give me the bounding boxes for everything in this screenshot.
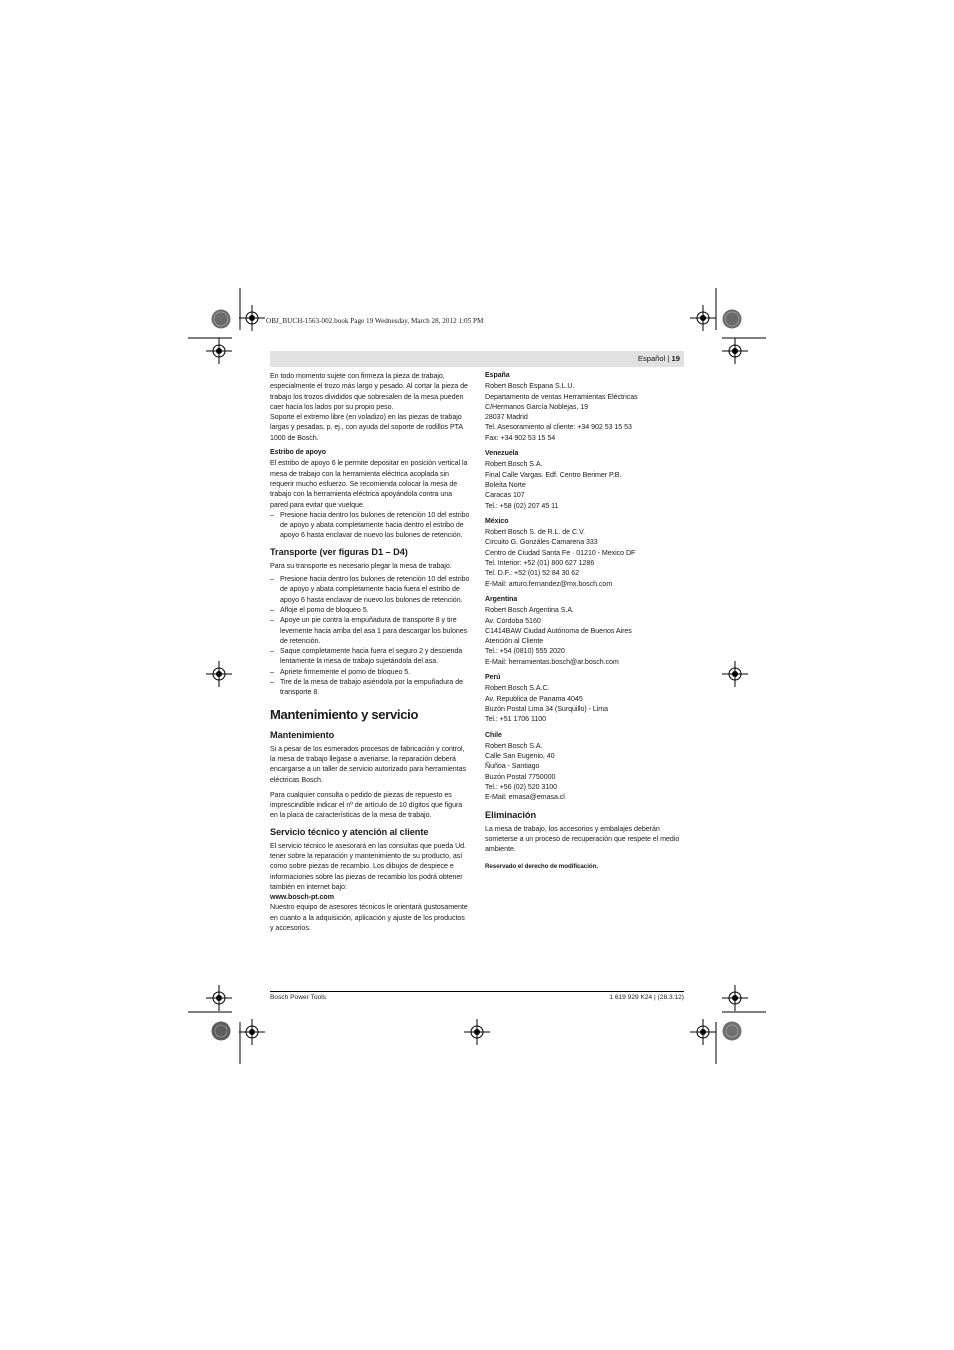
list-dash: –: [270, 510, 274, 519]
list-dash: –: [270, 575, 274, 584]
address-line: C/Hermanos García Noblejas, 19: [485, 402, 588, 411]
address-block-chile: [485, 731, 685, 803]
address-line: Tel. D.F.: +52 (01) 52 84 30 62: [485, 569, 580, 578]
address-line: Av. Córdoba 5160: [485, 616, 541, 625]
transporte-step-2: Afloje el pomo de bloqueo 5.: [280, 605, 369, 614]
address-line: Tel.: +58 (02) 207 45 11: [485, 501, 559, 510]
header-language: Español: [637, 354, 666, 363]
list-item: [270, 677, 470, 698]
address-line: Fax: +34 902 53 15 54: [485, 433, 556, 442]
intro-paragraph-1: En todo momento sujete con firmeza la pieza de trabajo, especialmente el trozo más largo y pesado. Al cortar la pieza de trabajo los trozos divididos que sobresalen de la mesa pueden caer hacia los lados por su propio peso.: [270, 372, 468, 411]
address-line: Robert Bosch S. de R.L. de C.V.: [485, 528, 585, 537]
estribo-step-text: Presione hacia dentro los bulones de retención 10 del estribo de apoyo y abata completamente hacia dentro el estribo de apoyo 6 hasta enclavar de nuevo los bulones de retención.: [280, 510, 470, 540]
country-name: Argentina: [485, 595, 518, 603]
address-line: Buzón Postal Lima 34 (Surquillo) - Lima: [485, 704, 609, 713]
address-line: Av. Republica de Panama 4045: [485, 694, 583, 703]
footer-rule: [270, 991, 684, 992]
mantenimiento-paragraph-2: Para cualquier consulta o pedido de piezas de repuesto es imprescindible indicar el nº de artículo de 10 dígitos que figura en la placa de características de la mesa de trabajo.: [270, 790, 463, 820]
mantenimiento-paragraph-1: Si a pesar de los esmerados procesos de fabricación y control, la mesa de trabajo llegase a averiarse, la reparación deberá encargarse a un taller de servicio autorizado para herramientas eléctricas Bosch.: [270, 744, 466, 784]
list-dash: –: [270, 616, 274, 625]
address-line: Boleíta Norte: [485, 480, 526, 489]
address-line: Robert Bosch S.A.: [485, 741, 543, 750]
address-line: C1414BAW Ciudad Autónoma de Buenos Aires: [485, 626, 632, 635]
address-line: Robert Bosch S.A.C.: [485, 684, 550, 693]
address-line: Departamento de ventas Herramientas Eléctricas: [485, 392, 638, 401]
address-line: Tel.: +51 1706 1100: [485, 715, 547, 724]
servicio-paragraph-2: Nuestro equipo de asesores técnicos le orientará gustosamente en cuanto a la adquisición, aplicación y ajuste de los productos y accesorios.: [270, 903, 468, 933]
estribo-heading: Estribo de apoyo: [270, 449, 326, 457]
footer-brand: Bosch Power Tools: [270, 994, 326, 1001]
address-line: Ñuñoa - Santiago: [485, 762, 540, 771]
address-line: E-Mail: emasa@emasa.cl: [485, 793, 565, 802]
address-line: Caracas 107: [485, 491, 525, 500]
list-item: [270, 605, 470, 615]
address-line: Robert Bosch S.A.: [485, 460, 543, 469]
estribo-paragraph: El estribo de apoyo 6 le permite depositar en posición vertical la mesa de trabajo con la herramienta eléctrica acoplada sin requerir mucho esfuerzo. Se recomienda colocar la mesa de trabajo con la herramienta eléctrica apoyándola contra una pared para evitar que vuelque.: [270, 459, 468, 509]
country-name: Perú: [485, 674, 501, 682]
eliminacion-paragraph: La mesa de trabajo, los accesorios y embalajes deberán someterse a un proceso de recuperación que respete el medio ambiente.: [485, 824, 680, 854]
list-dash: –: [270, 605, 274, 614]
address-line: Robert Bosch Argentina S.A.: [485, 606, 574, 615]
address-line: Centro de Ciudad Santa Fe · 01210 - Mexico DF: [485, 548, 636, 557]
transporte-heading: Transporte (ver figuras D1 – D4): [270, 546, 408, 557]
transporte-step-3: Apoye un pie contra la empuñadura de transporte 8 y tire levemente hacia arriba del asa 1 para descargar los bulones de retención.: [280, 616, 468, 645]
print-slug: OBJ_BUCH-1563-002.book Page 19 Wednesday, March 28, 2012 1:05 PM: [266, 317, 484, 325]
address-block-peru: [485, 673, 685, 724]
address-line: E-Mail: herramientas.bosch@ar.bosch.com: [485, 657, 619, 666]
mantenimiento-heading: Mantenimiento: [270, 729, 335, 740]
address-line: Tel.: +56 (02) 520 3100: [485, 782, 558, 791]
header-separator: |: [667, 354, 672, 363]
address-line: 28037 Madrid: [485, 413, 528, 422]
reserved-notice: Reservado el derecho de modificación.: [485, 863, 598, 871]
country-name: Venezuela: [485, 450, 519, 458]
page-header-bar: [270, 351, 684, 367]
address-block-espana: [485, 371, 685, 443]
left-column: [270, 371, 470, 933]
address-line: Tel.: +54 (0810) 555 2020: [485, 647, 565, 656]
servicio-paragraph: El servicio técnico le asesorará en las consultas que pueda Ud. tener sobre la reparación y mantenimiento de su producto, así como sobre piezas de recambio. Los dibujos de despiece e informaciones sobre las piezas de recambio los podrá obtener también en internet bajo:: [270, 841, 466, 891]
address-line: Final Calle Vargas. Edf. Centro Berimer P.B.: [485, 470, 622, 479]
list-dash: –: [270, 678, 274, 687]
transporte-step-5: Apriete firmemente el pomo de bloqueo 5.: [280, 667, 411, 676]
servicio-url: www.bosch-pt.com: [270, 893, 334, 902]
estribo-step: [270, 510, 470, 541]
mantenimiento-servicio-heading: Mantenimiento y servicio: [270, 706, 419, 722]
transporte-step-6: Tire de la mesa de trabajo asiéndola por la empuñadura de transporte 8.: [280, 678, 464, 697]
address-block-mexico: [485, 517, 685, 589]
address-line: Buzón Postal 7750000: [485, 772, 556, 781]
list-item: [270, 667, 470, 677]
eliminacion-heading: Eliminación: [485, 809, 537, 820]
address-line: Calle San Eugenio, 40: [485, 752, 555, 761]
right-column: [485, 371, 685, 873]
country-name: España: [485, 372, 510, 379]
country-name: México: [485, 517, 509, 525]
transporte-intro: Para su transporte es necesario plegar la mesa de trabajo.: [270, 561, 452, 570]
intro-paragraph-2: Soporte el extremo libre (en voladizo) en las piezas de trabajo largas y pesadas, p. ej., con ayuda del soporte de rodillos PTA 1000 de Bosch.: [270, 413, 463, 442]
address-line: Atención al Cliente: [485, 637, 544, 646]
country-name: Chile: [485, 731, 502, 739]
transporte-step-1: Presione hacia dentro los bulones de retención 10 del estribo de apoyo y abata completamente hacia fuera el estribo de apoyo 6 hasta enclavar de nuevo los bulones de retención.: [280, 575, 470, 604]
list-dash: –: [270, 647, 274, 656]
address-block-argentina: [485, 595, 685, 667]
list-dash: –: [270, 667, 274, 676]
address-line: E-Mail: arturo.fernandez@mx.bosch.com: [485, 579, 613, 588]
address-line: Circuito G. Gonzáles Camarena 333: [485, 538, 598, 547]
header-page-number: 19: [671, 354, 680, 363]
address-block-venezuela: [485, 449, 685, 511]
servicio-heading: Servicio técnico y atención al cliente: [270, 826, 429, 837]
page-header-text: [638, 354, 680, 363]
list-item: [270, 615, 470, 646]
address-line: Robert Bosch Espana S.L.U.: [485, 382, 575, 391]
list-item: [270, 574, 470, 605]
address-line: Tel. Interior: +52 (01) 800 627 1286: [485, 559, 595, 568]
footer-doc-number: 1 619 929 K24 | (28.3.12): [609, 994, 684, 1001]
list-item: [270, 646, 470, 667]
address-line: Tel. Asesoramiento al cliente: +34 902 53 15 53: [485, 423, 632, 432]
transporte-step-4: Saque completamente hacia fuera el seguro 2 y descienda lentamente la mesa de trabajo sujetándola del asa.: [280, 647, 463, 666]
